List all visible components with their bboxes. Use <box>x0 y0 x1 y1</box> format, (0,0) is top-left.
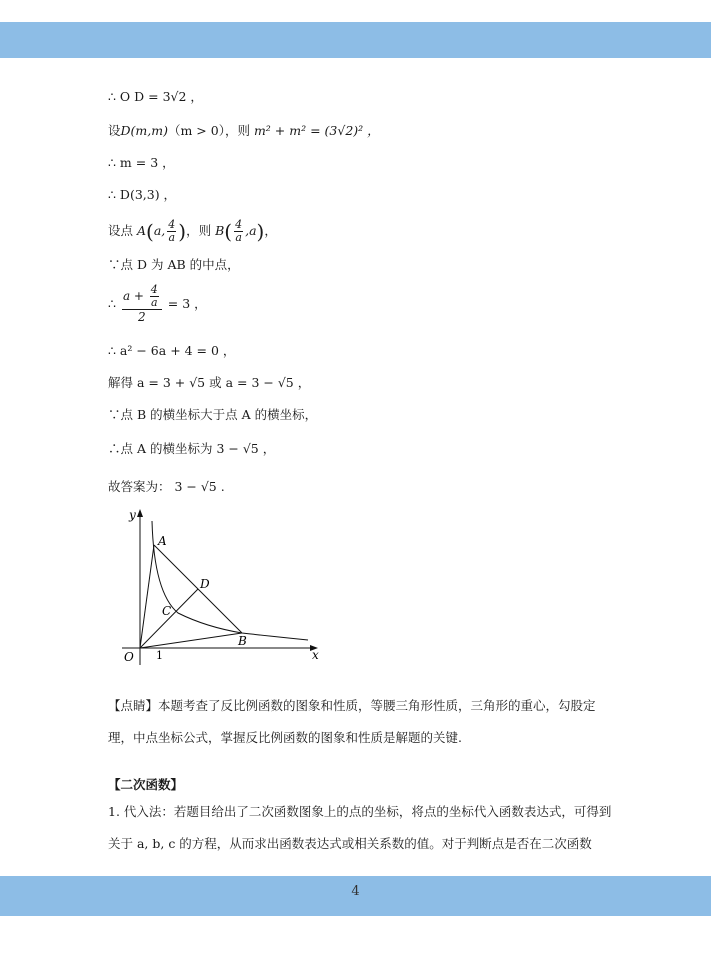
comment-paragraph: 【点睛】本题考查了反比例函数的图象和性质，等腰三角形性质，三角形的重心，勾股定理，中点坐标公式，掌握反比例函数的图象和性质是解题的关键. <box>108 698 596 745</box>
section-heading: 【二次函数】 <box>108 777 184 792</box>
label-origin: O <box>124 650 134 664</box>
label-A: A <box>158 534 167 548</box>
solution-line-5: 设点 A(a, $\frac{4}{a}$ )，则 B( $\frac{4}{a}$ ,a)， <box>108 218 277 244</box>
solution-line-6: ∵点 D 为 AB 的中点， <box>108 257 240 272</box>
solution-line-7: ∴ a + $\frac{4}{a}$ 2 = 3 ， <box>108 283 207 324</box>
y-axis-arrow <box>137 509 143 517</box>
label-D: D <box>200 577 210 591</box>
solution-line-12: 故答案为： 3 − √5 . <box>108 479 225 494</box>
hyperbola-figure <box>118 505 328 667</box>
solution-line-11: ∴点 A 的横坐标为 3 − √5 ， <box>108 441 276 456</box>
solution-line-10: ∵点 B 的横坐标大于点 A 的横坐标， <box>108 407 318 422</box>
header-band <box>0 22 711 58</box>
label-y: y <box>129 508 136 522</box>
hyperbola-curve <box>152 521 308 640</box>
solution-line-8: ∴ a² − 6a + 4 = 0 ， <box>108 343 236 358</box>
label-B: B <box>238 634 247 648</box>
segment-OA <box>140 545 154 648</box>
page-number: 4 <box>351 884 360 899</box>
solution-line-1: ∴ O D = 3√2 ， <box>108 89 203 104</box>
solution-line-2: 设D(m,m)（m > 0），则 m² + m² = (3√2)² ， <box>108 123 380 138</box>
segment-OB <box>140 633 242 648</box>
solution-line-9: 解得 a = 3 + √5 或 a = 3 − √5 ， <box>108 375 311 390</box>
label-x: x <box>312 648 319 662</box>
solution-line-3: ∴ m = 3 ， <box>108 155 175 170</box>
label-one: 1 <box>156 649 163 662</box>
solution-line-4: ∴ D(3,3) ， <box>108 187 177 202</box>
section-paragraph: 1. 代入法：若题目给出了二次函数图象上的点的坐标，将点的坐标代入函数表达式，可得到关于 a, b, c 的方程，从而求出函数表达式或相关系数的值。对于判断点是否在二次函数 <box>108 804 612 851</box>
label-C: C <box>162 604 172 618</box>
